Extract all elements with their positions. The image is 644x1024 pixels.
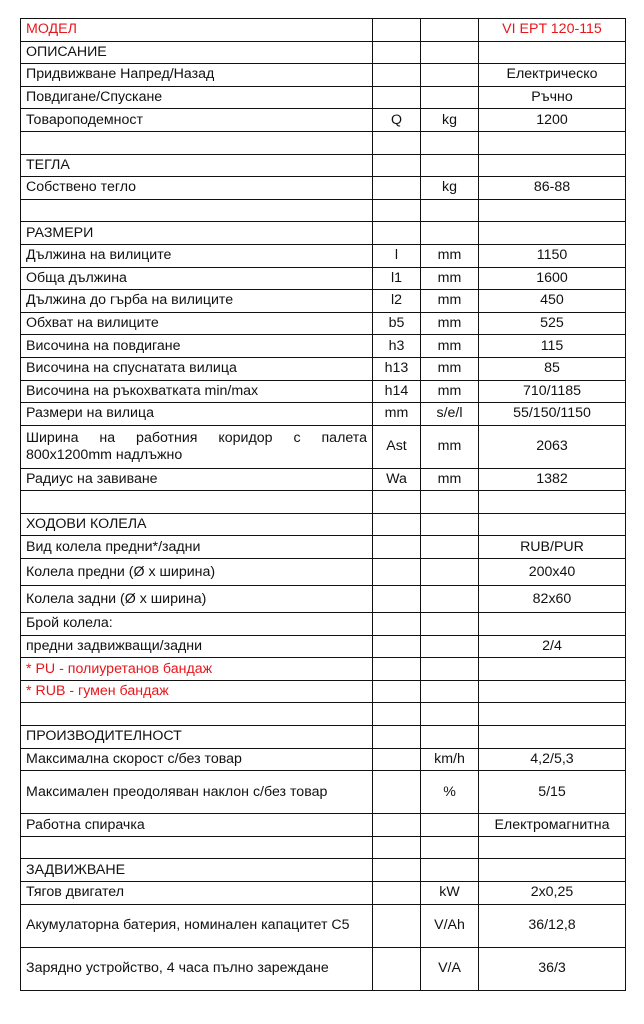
spec-value <box>479 199 626 222</box>
spec-row <box>21 312 626 335</box>
spec-unit: mm <box>421 468 479 491</box>
spec-symbol <box>373 559 421 586</box>
spec-value <box>479 613 626 636</box>
spec-unit <box>421 64 479 87</box>
spacer-row <box>21 703 626 726</box>
spec-description: Повдигане/Спускане <box>21 86 373 109</box>
spec-unit: V/Ah <box>421 904 479 947</box>
spec-description: Колела задни (Ø x ширина) <box>21 586 373 613</box>
spec-value <box>479 222 626 245</box>
spec-table-body <box>21 19 626 991</box>
spec-unit <box>421 726 479 749</box>
spec-description: Височина на ръкохватката min/max <box>21 380 373 403</box>
spec-description: предни задвижващи/задни <box>21 635 373 658</box>
note-row <box>21 613 626 636</box>
spec-symbol: Wa <box>373 468 421 491</box>
spec-value: 2/4 <box>479 635 626 658</box>
spec-symbol <box>373 814 421 837</box>
section-title: ТЕГЛА <box>21 154 373 177</box>
spec-row <box>21 64 626 87</box>
spec-unit <box>421 222 479 245</box>
section-header-row <box>21 41 626 64</box>
spec-unit <box>421 131 479 154</box>
spec-unit: s/e/l <box>421 403 479 426</box>
spec-unit <box>421 41 479 64</box>
spec-description: Товароподемност <box>21 109 373 132</box>
spec-symbol <box>373 177 421 200</box>
spec-unit: mm <box>421 312 479 335</box>
spec-row <box>21 380 626 403</box>
spec-value: Електрическо <box>479 64 626 87</box>
spec-row <box>21 748 626 771</box>
spec-unit <box>421 86 479 109</box>
spec-unit: kW <box>421 882 479 905</box>
spec-row <box>21 357 626 380</box>
spec-description: Ширина на работния коридор с палета 800x1200mm надлъжно <box>21 425 373 468</box>
spec-description: Дължина на вилиците <box>21 244 373 267</box>
spec-symbol <box>373 882 421 905</box>
spec-unit <box>421 635 479 658</box>
spec-unit <box>421 586 479 613</box>
spec-description: Обхват на вилиците <box>21 312 373 335</box>
spec-description: Дължина до гърба на вилиците <box>21 290 373 313</box>
spec-value: 55/150/1150 <box>479 403 626 426</box>
spec-unit: km/h <box>421 748 479 771</box>
spec-row <box>21 425 626 468</box>
spec-description: Собствено тегло <box>21 177 373 200</box>
spec-symbol: h13 <box>373 357 421 380</box>
spec-row <box>21 290 626 313</box>
spec-value: 36/3 <box>479 947 626 990</box>
spec-row <box>21 86 626 109</box>
spec-value: 1200 <box>479 109 626 132</box>
section-title: ЗАДВИЖВАНЕ <box>21 859 373 882</box>
spec-description <box>21 836 373 859</box>
spec-symbol <box>373 491 421 514</box>
spec-unit <box>421 613 479 636</box>
spec-symbol <box>373 658 421 681</box>
spec-row <box>21 882 626 905</box>
spec-symbol <box>373 703 421 726</box>
spec-description: Вид колела предни*/задни <box>21 536 373 559</box>
section-header-row <box>21 222 626 245</box>
spec-value: 2x0,25 <box>479 882 626 905</box>
spec-description: Височина на повдигане <box>21 335 373 358</box>
spec-symbol: l1 <box>373 267 421 290</box>
spec-description: * PU - полиуретанов бандаж <box>21 658 373 681</box>
spec-row <box>21 947 626 990</box>
spec-description: Обща дължина <box>21 267 373 290</box>
spec-description: Височина на спуснатата вилица <box>21 357 373 380</box>
spec-symbol <box>373 586 421 613</box>
spec-value <box>479 41 626 64</box>
spec-row <box>21 177 626 200</box>
spec-value: 1600 <box>479 267 626 290</box>
spec-row <box>21 335 626 358</box>
spec-row <box>21 536 626 559</box>
spec-description <box>21 131 373 154</box>
spec-symbol <box>373 131 421 154</box>
spec-description: * RUB - гумен бандаж <box>21 680 373 703</box>
spec-symbol <box>373 771 421 814</box>
spec-unit: mm <box>421 267 479 290</box>
spec-symbol <box>373 536 421 559</box>
spec-description: Радиус на завиване <box>21 468 373 491</box>
spec-symbol <box>373 613 421 636</box>
spec-description: Брой колела: <box>21 613 373 636</box>
spacer-row <box>21 491 626 514</box>
spec-unit <box>421 513 479 536</box>
spec-symbol: Ast <box>373 425 421 468</box>
spec-row <box>21 635 626 658</box>
spec-value: 450 <box>479 290 626 313</box>
spec-value: 1150 <box>479 244 626 267</box>
spec-symbol: l2 <box>373 290 421 313</box>
spec-row <box>21 904 626 947</box>
spec-value: 82x60 <box>479 586 626 613</box>
spec-row <box>21 244 626 267</box>
spec-value <box>479 513 626 536</box>
spec-unit <box>421 536 479 559</box>
spec-value: 36/12,8 <box>479 904 626 947</box>
spec-row <box>21 267 626 290</box>
spec-description: Максимална скорост с/без товар <box>21 748 373 771</box>
spec-description: Придвижване Напред/Назад <box>21 64 373 87</box>
spec-unit <box>421 814 479 837</box>
spec-row <box>21 109 626 132</box>
spec-row <box>21 586 626 613</box>
spec-unit: V/A <box>421 947 479 990</box>
spec-symbol <box>373 41 421 64</box>
section-header-row <box>21 513 626 536</box>
spec-unit <box>421 154 479 177</box>
spec-symbol <box>373 635 421 658</box>
spec-symbol <box>373 86 421 109</box>
spec-unit <box>421 559 479 586</box>
spec-value <box>479 726 626 749</box>
spec-unit: % <box>421 771 479 814</box>
spec-value <box>479 658 626 681</box>
spec-symbol <box>373 836 421 859</box>
spec-symbol <box>373 904 421 947</box>
spec-unit: kg <box>421 109 479 132</box>
spec-description <box>21 703 373 726</box>
spec-row <box>21 403 626 426</box>
note-row <box>21 680 626 703</box>
spec-value <box>479 491 626 514</box>
spec-value <box>479 154 626 177</box>
spec-row <box>21 771 626 814</box>
spec-table <box>20 18 626 991</box>
spec-symbol <box>373 199 421 222</box>
spec-unit <box>421 199 479 222</box>
header-row <box>21 19 626 42</box>
spec-symbol <box>373 726 421 749</box>
note-row <box>21 658 626 681</box>
spec-value: Ръчно <box>479 86 626 109</box>
spec-symbol <box>373 947 421 990</box>
spec-unit: mm <box>421 335 479 358</box>
spacer-row <box>21 131 626 154</box>
spec-unit: mm <box>421 425 479 468</box>
spec-unit: kg <box>421 177 479 200</box>
header-symbol-cell <box>373 19 421 42</box>
header-unit-cell <box>421 19 479 42</box>
spec-symbol: mm <box>373 403 421 426</box>
spacer-row <box>21 199 626 222</box>
spec-value: 115 <box>479 335 626 358</box>
spec-value: 710/1185 <box>479 380 626 403</box>
spec-description: Колела предни (Ø x ширина) <box>21 559 373 586</box>
spec-symbol <box>373 513 421 536</box>
section-title: ХОДОВИ КОЛЕЛА <box>21 513 373 536</box>
section-title: ПРОИЗВОДИТЕЛНОСТ <box>21 726 373 749</box>
spec-description <box>21 199 373 222</box>
spacer-row <box>21 836 626 859</box>
spec-value: 4,2/5,3 <box>479 748 626 771</box>
spec-description: Акумулаторна батерия, номинален капацитет С5 <box>21 904 373 947</box>
spec-description: Тягов двигател <box>21 882 373 905</box>
spec-value <box>479 680 626 703</box>
model-label: МОДЕЛ <box>21 19 373 42</box>
spec-unit <box>421 491 479 514</box>
spec-symbol <box>373 680 421 703</box>
spec-value <box>479 131 626 154</box>
spec-description: Максимален преодоляван наклон с/без товар <box>21 771 373 814</box>
spec-value: 200x40 <box>479 559 626 586</box>
section-title: ОПИСАНИЕ <box>21 41 373 64</box>
spec-symbol: Q <box>373 109 421 132</box>
spec-symbol <box>373 859 421 882</box>
spec-symbol <box>373 154 421 177</box>
spec-value: 86-88 <box>479 177 626 200</box>
spec-symbol <box>373 222 421 245</box>
section-header-row <box>21 154 626 177</box>
spec-symbol: l <box>373 244 421 267</box>
spec-unit: mm <box>421 244 479 267</box>
spec-unit: mm <box>421 357 479 380</box>
spec-row <box>21 468 626 491</box>
section-header-row <box>21 859 626 882</box>
spec-unit: mm <box>421 290 479 313</box>
spec-unit <box>421 658 479 681</box>
spec-description <box>21 491 373 514</box>
spec-symbol: b5 <box>373 312 421 335</box>
spec-value <box>479 836 626 859</box>
section-header-row <box>21 726 626 749</box>
spec-value: RUB/PUR <box>479 536 626 559</box>
spec-description: Зарядно устройство, 4 часа пълно зареждане <box>21 947 373 990</box>
spec-value <box>479 859 626 882</box>
spec-unit <box>421 859 479 882</box>
section-title: РАЗМЕРИ <box>21 222 373 245</box>
spec-symbol: h14 <box>373 380 421 403</box>
spec-description: Работна спирачка <box>21 814 373 837</box>
spec-value: 525 <box>479 312 626 335</box>
spec-symbol: h3 <box>373 335 421 358</box>
spec-value: Електромагнитна <box>479 814 626 837</box>
spec-symbol <box>373 64 421 87</box>
spec-unit <box>421 680 479 703</box>
model-name: VI EPT 120-115 <box>479 19 626 42</box>
spec-row <box>21 559 626 586</box>
spec-value: 1382 <box>479 468 626 491</box>
spec-unit <box>421 703 479 726</box>
spec-description: Размери на вилица <box>21 403 373 426</box>
spec-value: 5/15 <box>479 771 626 814</box>
spec-value: 85 <box>479 357 626 380</box>
spec-value <box>479 703 626 726</box>
spec-unit <box>421 836 479 859</box>
spec-unit: mm <box>421 380 479 403</box>
spec-value: 2063 <box>479 425 626 468</box>
spec-symbol <box>373 748 421 771</box>
spec-row <box>21 814 626 837</box>
